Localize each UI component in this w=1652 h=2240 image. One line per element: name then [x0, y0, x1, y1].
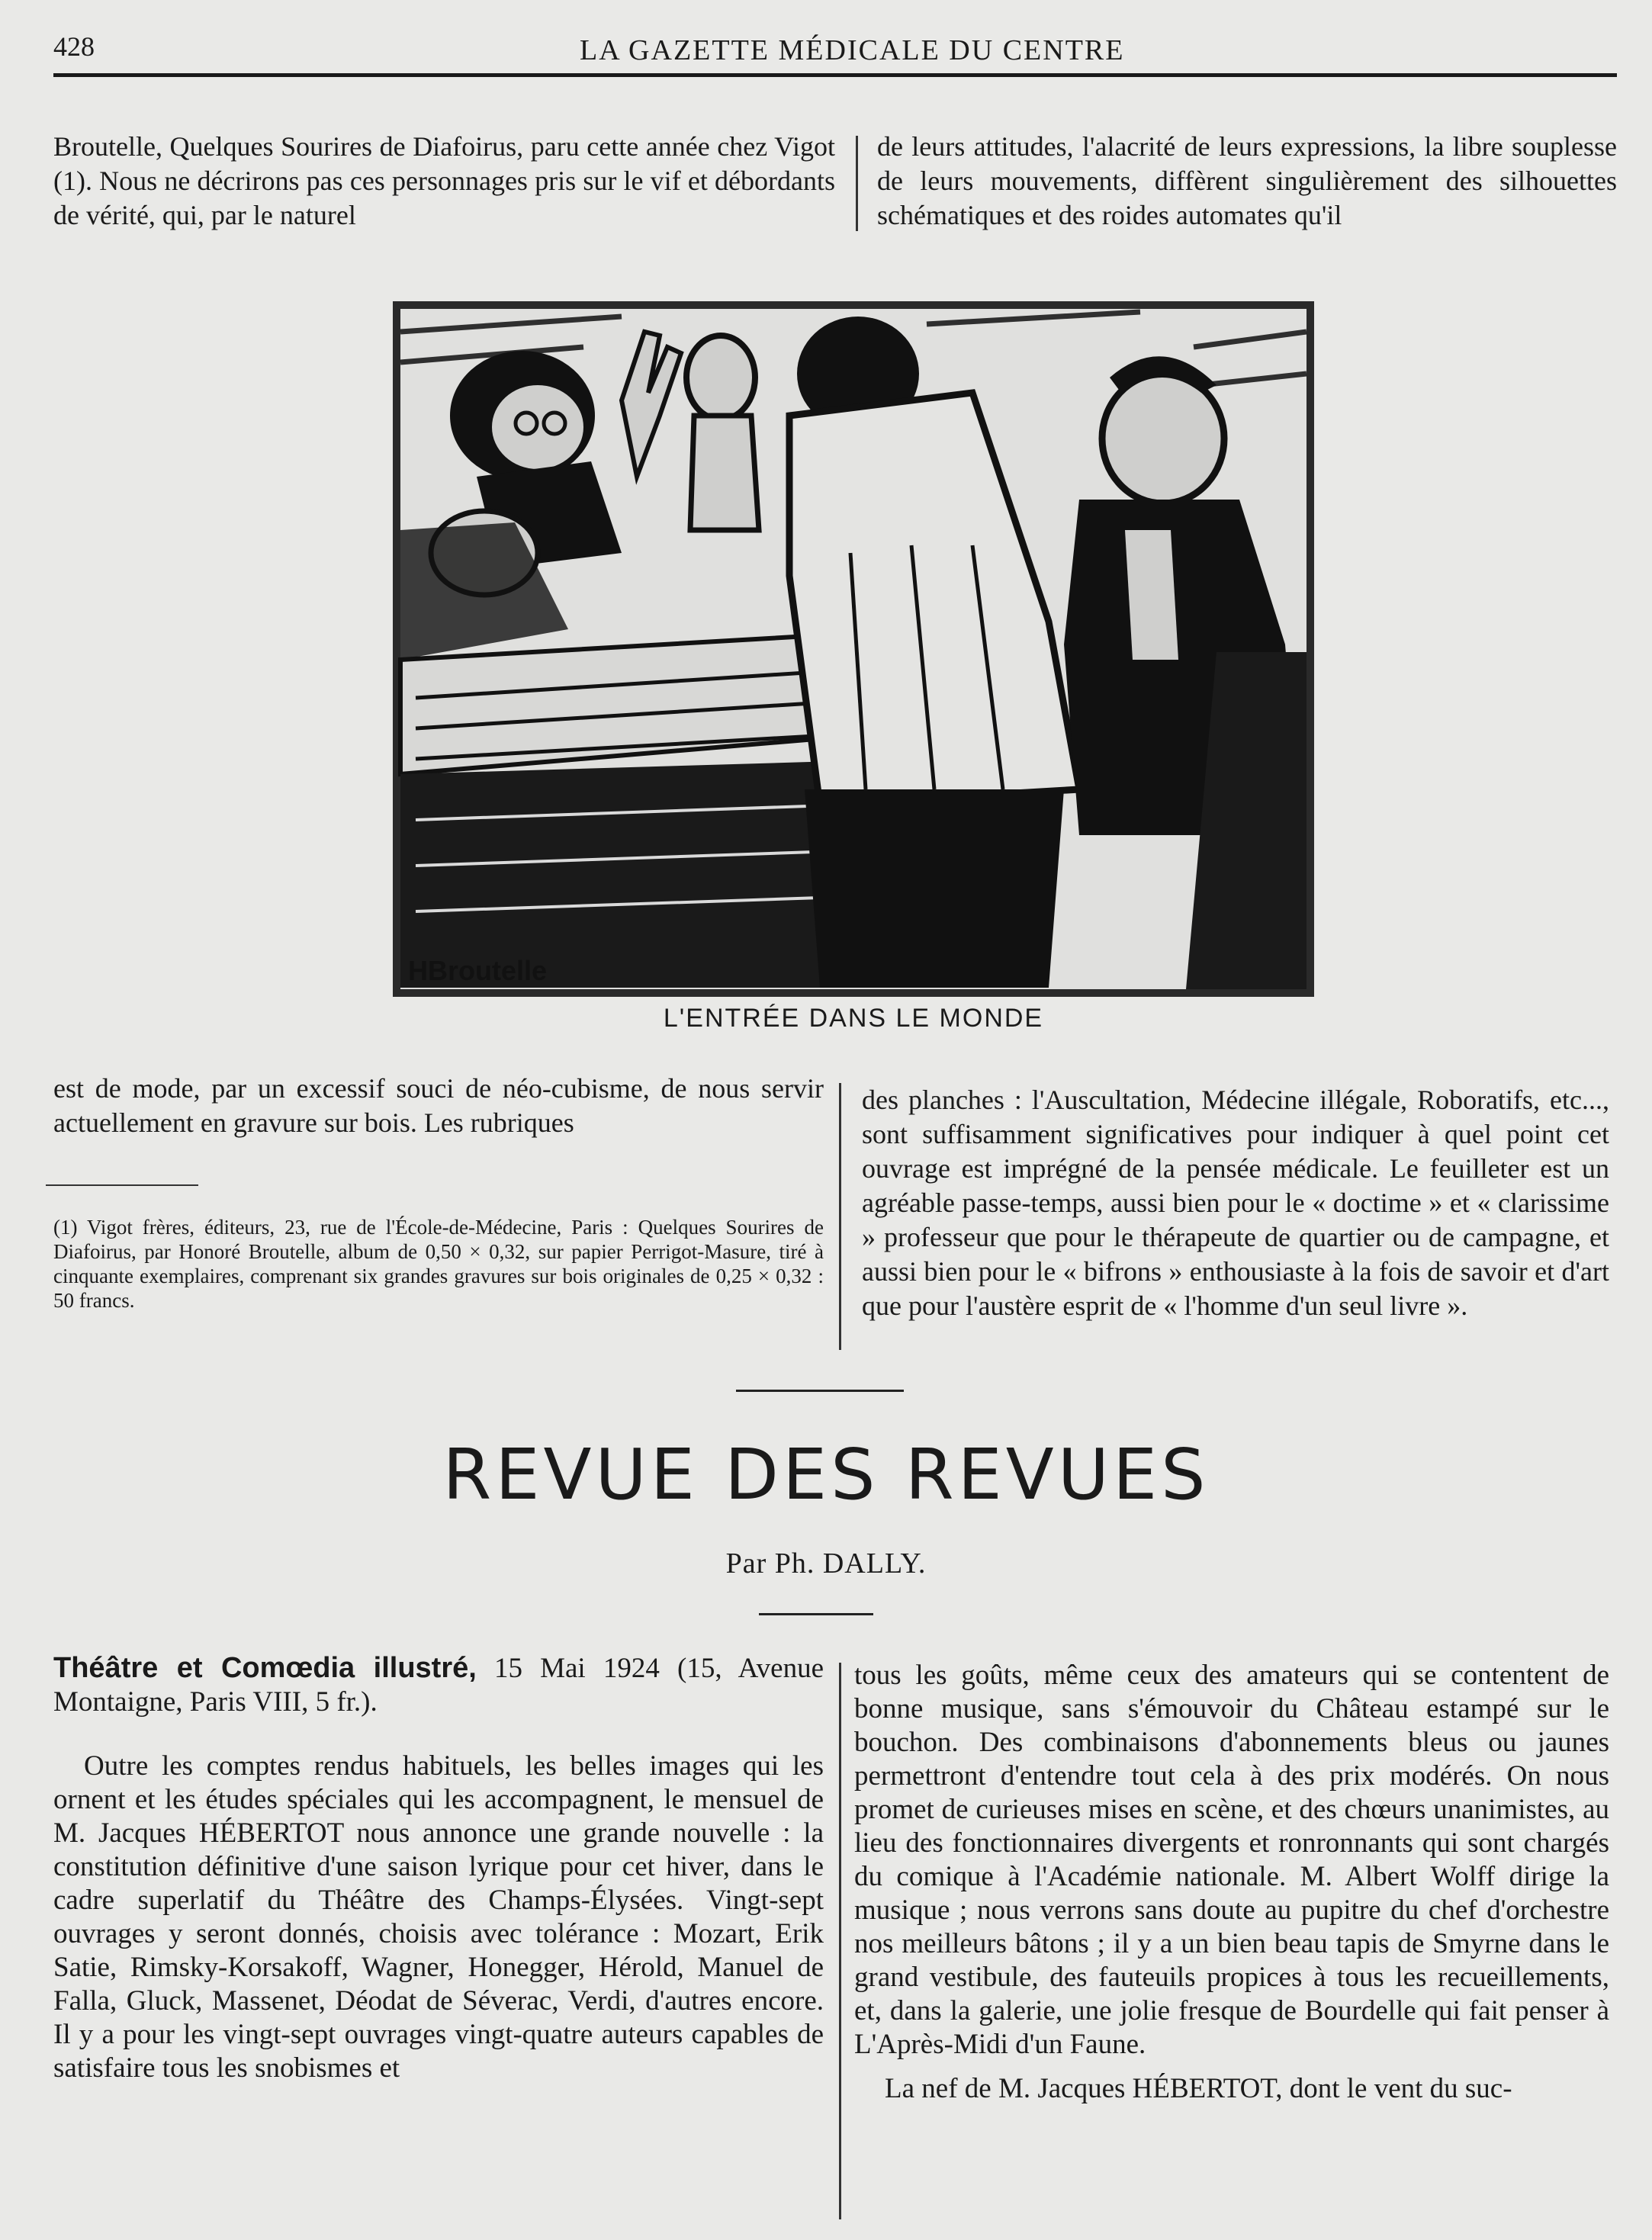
- column-rule-top: [856, 136, 858, 231]
- footnote-rule: [46, 1184, 198, 1186]
- section-separator: [736, 1390, 904, 1392]
- page-number: 428: [53, 31, 95, 62]
- byline-separator: [759, 1613, 873, 1615]
- section-byline: Par Ph. DALLY.: [725, 1547, 927, 1580]
- running-title: LA GAZETTE MÉDICALE DU CENTRE: [580, 34, 1125, 66]
- article-left-column: [53, 1651, 824, 2085]
- engraver-signature: HBroutelle: [408, 955, 548, 986]
- middle-left-text: est de mode, par un excessif souci de néo-cubisme, de nous servir actuellement en gravure sur bois. Les rubriques: [53, 1073, 824, 1138]
- middle-left-column: [53, 1072, 824, 1140]
- middle-right-text: des planches : l'Auscultation, Médecine illégale, Roboratifs, etc..., sont suffisamment significatives pour indiquer à quel point cet ouvrage est imprégné de la pensée médicale. Le feuilleter est un agréable passe-temps, aussi bien pour le « doctime » et « clarissime » professeur que pour le thérapeute de quartier ou de campagne, et aussi bien pour le « bifrons » enthousiaste à la fois de savoir et d'art que pour l'austère esprit de « l'homme d'un seul livre ».: [862, 1085, 1609, 1321]
- top-right-column: [877, 130, 1617, 233]
- top-left-text: Broutelle, Quelques Sourires de Diafoirus, paru cette année chez Vigot (1). Nous ne décrirons pas ces personnages pris sur le vif et débordants de vérité, qui, par le naturel: [53, 131, 835, 230]
- article-right-last-line: La nef de M. Jacques HÉBERTOT, dont le vent du suc-: [885, 2073, 1512, 2104]
- article-right-column: [854, 1659, 1609, 2106]
- footnote: [53, 1215, 824, 1313]
- woodcut-illustration: [393, 301, 1314, 997]
- article-left-paragraph: Outre les comptes rendus habituels, les belles images qui les ornent et les études spéciales qui les accompagnent, le mensuel de M. Jacques HÉBERTOT nous annonce une grande nouvelle : la constitution définitive d'une saison lyrique pour cet hiver, dans le cadre superlatif du Théâtre des Champs-Élysées. Vingt-sept ouvrages y seront donnés, choisis avec tolérance : Mozart, Erik Satie, Rimsky-Korsakoff, Wagner, Honegger, Hérold, Manuel de Falla, Gluck, Massenet, Déodat de Séverac, Verdi, d'autres encore. Il y a pour les vingt-sept ouvrages vingt-quatre auteurs capables de satisfaire tous les snobismes et: [53, 1750, 824, 2084]
- article-heading-line: [53, 1651, 824, 1719]
- middle-right-column: [862, 1083, 1609, 1323]
- article-heading: Théâtre et Comœdia illustré,: [53, 1652, 477, 1684]
- paragraph-gap: [53, 1719, 824, 1750]
- figure-caption: L'ENTRÉE DANS LE MONDE: [663, 1004, 1044, 1033]
- header-rule: [53, 73, 1617, 77]
- column-rule-middle: [839, 1083, 841, 1350]
- footnote-text: (1) Vigot frères, éditeurs, 23, rue de l'École-de-Médecine, Paris : Quelques Sourires de Diafoirus, par Honoré Broutelle, album de 0,50 × 0,32, sur papier Perrigot-Masure, tiré à cinquante exemplaires, comprenant six grandes gravures sur bois originales de 0,25 × 0,32 : 50 francs.: [53, 1216, 824, 1312]
- article-right-paragraph: tous les goûts, même ceux des amateurs qui se contentent de bonne musique, sans s'émouvoir du Château estampé sur le bouchon. Des combinaisons d'abonnements bleus ou jaunes permettront d'entendre tout cela à des prix modérés. On nous promet de curieuses mises en scène, et des chœurs unanimistes, au lieu des fonctionnaires divergents et ronronnants qui sont chargés du comique à l'Académie nationale. M. Albert Wolff dirige la musique ; nous verrons sans doute au pupitre du chef d'orchestre nos meilleurs bâtons ; il y a un bien beau tapis de Smyrne dans le grand vestibule, des fauteuils propices à tous les recueillements, et, dans la galerie, une jolie fresque de Bourdelle qui fait penser à L'Après-Midi d'un Faune.: [854, 1660, 1609, 2060]
- article-heading-details: 15 Mai 1924 (15, Avenue Montaigne, Paris VIII, 5 fr.).: [53, 1653, 824, 1718]
- top-left-column: [53, 130, 835, 233]
- column-rule-bottom: [839, 1663, 841, 2219]
- top-right-text: de leurs attitudes, l'alacrité de leurs expressions, la libre souplesse de leurs mouvements, diffèrent singulièrement des silhouettes schématiques et des roides automates qu'il: [877, 131, 1617, 230]
- section-title: REVUE DES REVUES: [442, 1434, 1210, 1515]
